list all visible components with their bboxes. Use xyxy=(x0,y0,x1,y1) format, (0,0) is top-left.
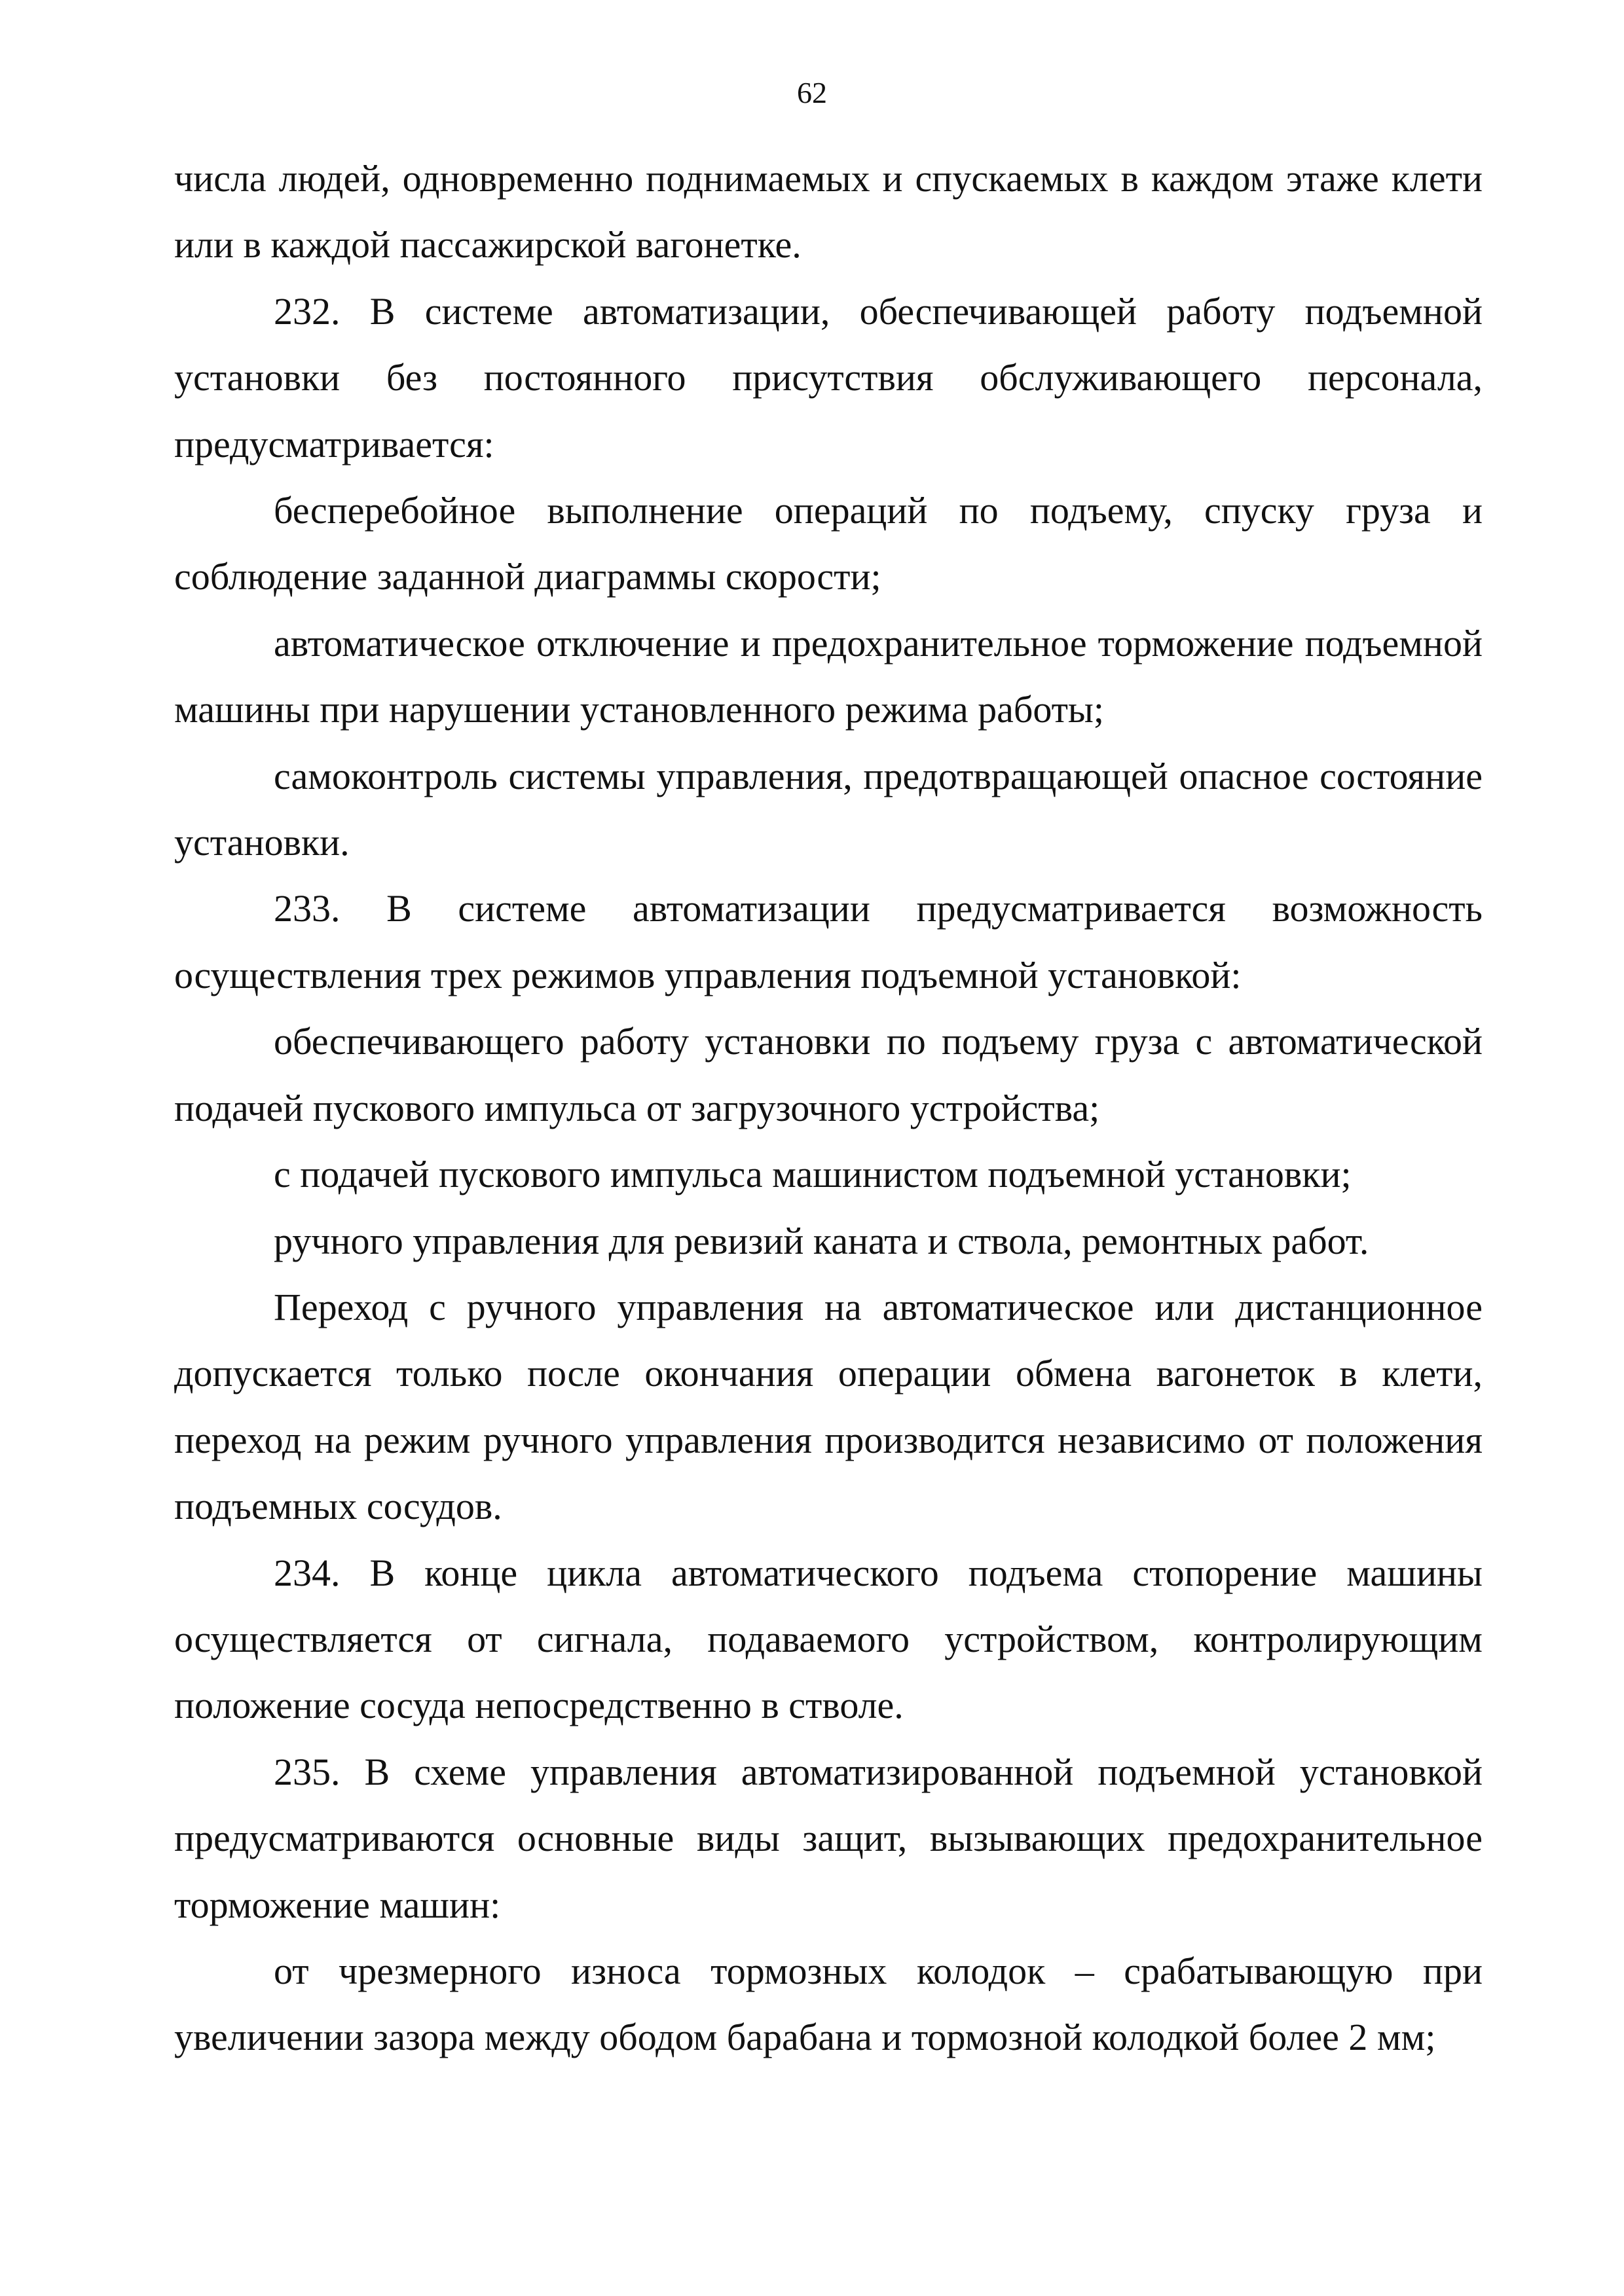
paragraph-item: автоматическое отключение и предохранительное торможение подъемной машины при нарушении установленного режима работы; xyxy=(174,621,1483,731)
paragraph-continuation: числа людей, одновременно поднимаемых и спускаемых в каждом этаже клети или в каждой пассажирской вагонетке. xyxy=(174,157,1483,266)
paragraph-item: от чрезмерного износа тормозных колодок – срабатывающую при увеличении зазора между ободом барабана и тормозной колодкой более 2 мм; xyxy=(174,1949,1483,2059)
paragraph-transition: Переход с ручного управления на автоматическое или дистанционное допускается только после окончания операции обмена вагонеток в клети, переход на режим ручного управления производится независимо от положения подъемных сосудов. xyxy=(174,1285,1483,1528)
paragraph-232: 232. В системе автоматизации, обеспечивающей работу подъемной установки без постоянного присутствия обслуживающего персонала, предусматривается: xyxy=(174,289,1483,465)
paragraph-item: обеспечивающего работу установки по подъему груза с автоматической подачей пускового импульса от загрузочного устройства; xyxy=(174,1020,1483,1129)
paragraph-234: 234. В конце цикла автоматического подъема стопорение машины осуществляется от сигнала, подаваемого устройством, контролирующим положение сосуда непосредственно в стволе. xyxy=(174,1551,1483,1727)
paragraph-233: 233. В системе автоматизации предусматривается возможность осуществления трех режимов управления подъемной установкой: xyxy=(174,887,1483,996)
page-number: 62 xyxy=(797,76,827,109)
paragraph-item: ручного управления для ревизий каната и ствола, ремонтных работ. xyxy=(274,1219,1369,1262)
document-body xyxy=(174,145,1483,2071)
paragraph-item: самоконтроль системы управления, предотвращающей опасное состояние установки. xyxy=(174,754,1483,864)
paragraph-235: 235. В схеме управления автоматизированной подъемной установкой предусматриваются основные виды защит, вызывающих предохранительное торможение машин: xyxy=(174,1750,1483,1926)
paragraph-item: с подачей пускового импульса машинистом подъемной установки; xyxy=(274,1153,1352,1196)
paragraph-item: бесперебойное выполнение операций по подъему, спуску груза и соблюдение заданной диаграммы скорости; xyxy=(174,489,1483,598)
